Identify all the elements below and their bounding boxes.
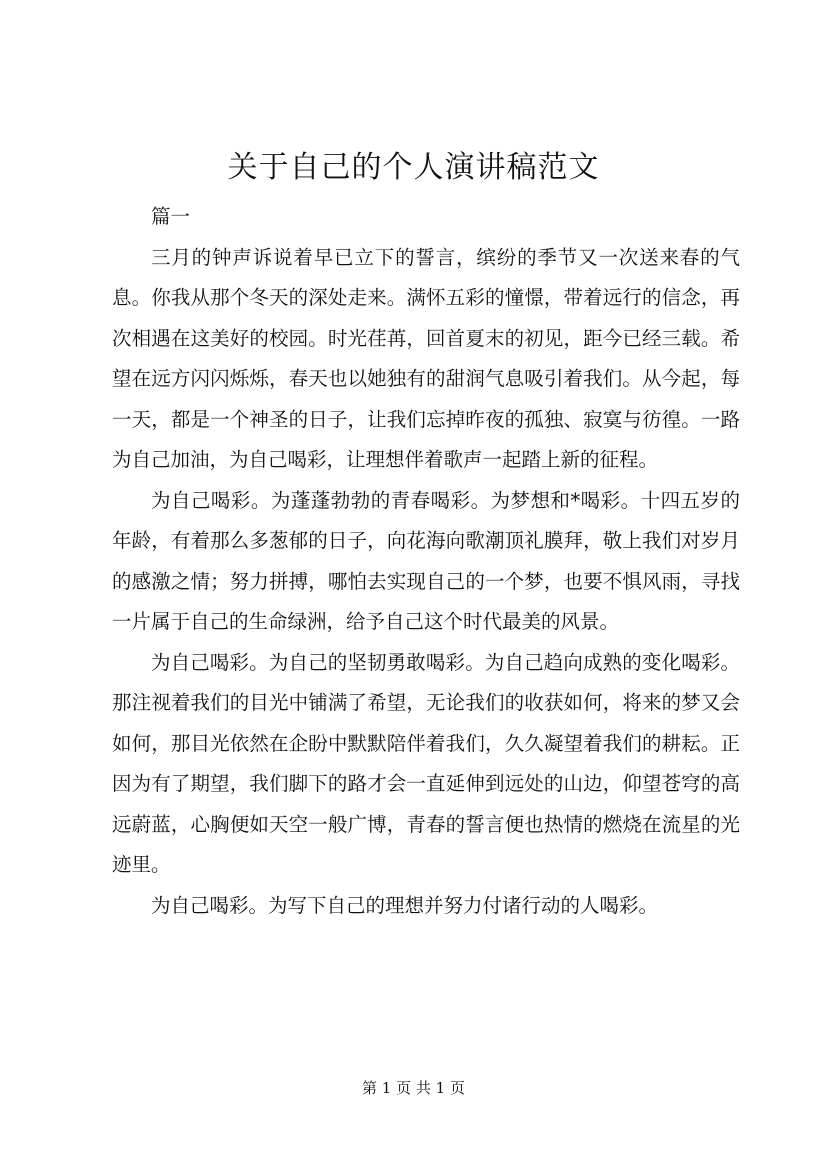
- document-title: 关于自己的个人演讲稿范文: [227, 150, 600, 185]
- paragraph-3: 为自己喝彩。为自己的坚韧勇敢喝彩。为自己趋向成熟的变化喝彩。那注视着我们的目光中铺满了希望，无论我们的收获如何，将来的梦又会如何，那目光依然在企盼中默默陪伴着我们，久久凝望着我们的耕耘。正因为有了期望，我们脚下的路才会一直延伸到远处的山边，仰望苍穹的高远蔚蓝，心胸便如天空一般广博，青春的誓言便也热情的燃烧在流星的光迹里。: [112, 650, 740, 876]
- page-footer: 第 1 页 共 1 页: [362, 1079, 465, 1097]
- document-body: [112, 197, 740, 926]
- paragraph-4: 为自己喝彩。为写下自己的理想并努力付诸行动的人喝彩。: [151, 893, 659, 917]
- paragraph-2: 为自己喝彩。为蓬蓬勃勃的青春喝彩。为梦想和*喝彩。十四五岁的年龄，有着那么多葱郁的日子，向花海向歌潮顶礼膜拜，敬上我们对岁月的感激之情；努力拼搏，哪怕去实现自己的一个梦，也要不惧风雨，寻找一片属于自己的生命绿洲，给予自己这个时代最美的风景。: [112, 488, 740, 633]
- section-heading: 篇一: [151, 205, 191, 228]
- paragraph-1: 三月的钟声诉说着早已立下的誓言，缤纷的季节又一次送来春的气息。你我从那个冬天的深处走来。满怀五彩的憧憬，带着远行的信念，再次相遇在这美好的校园。时光荏苒，回首夏末的初见，距今已经三载。希望在远方闪闪烁烁，春天也以她独有的甜润气息吸引着我们。从今起，每一天，都是一个神圣的日子，让我们忘掉昨夜的孤独、寂寞与彷徨。一路为自己加油，为自己喝彩，让理想伴着歌声一起踏上新的征程。: [112, 245, 740, 471]
